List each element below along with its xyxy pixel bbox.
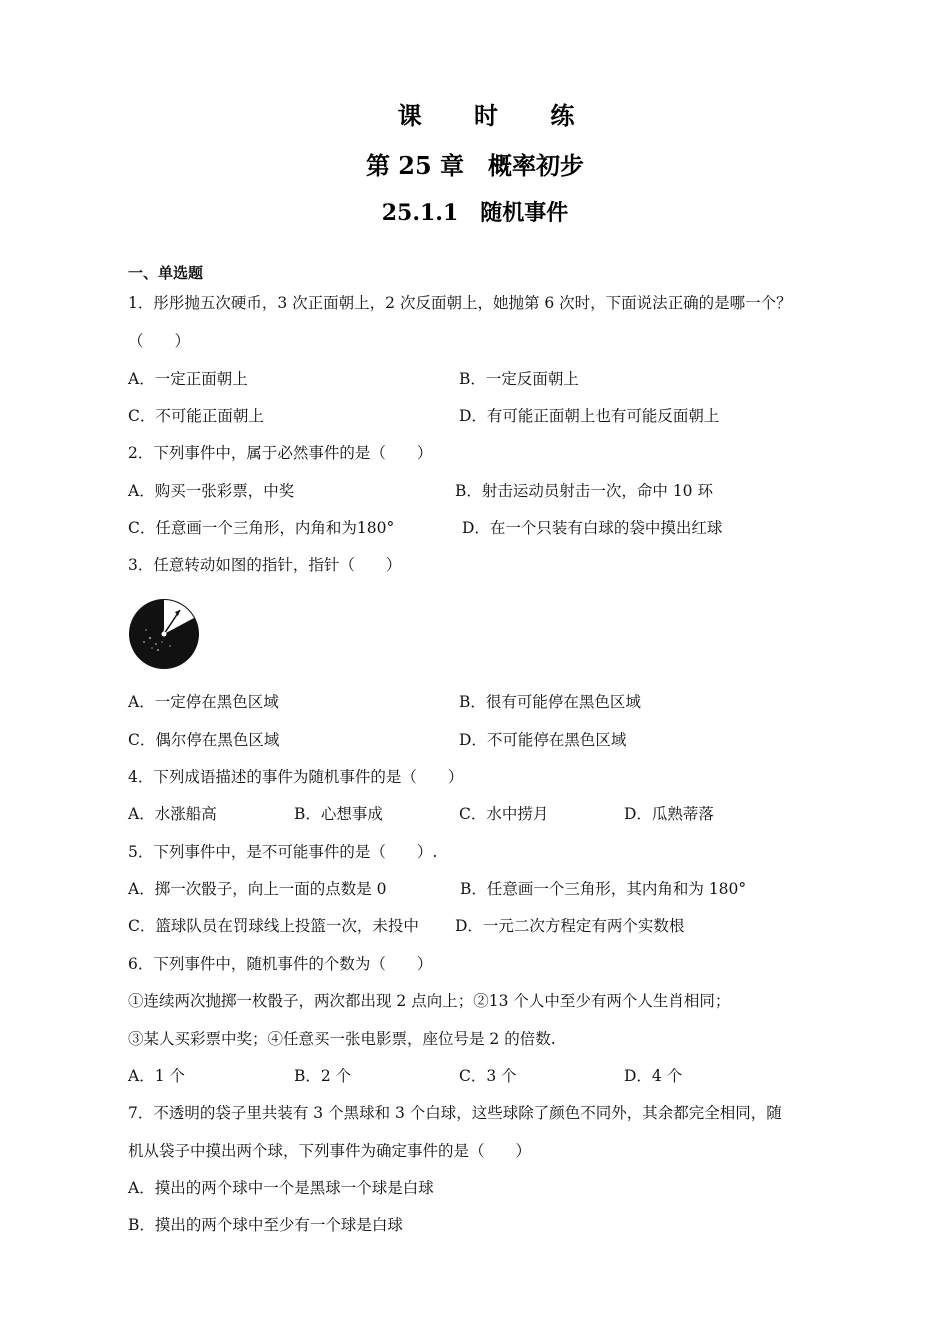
question-6-option-d: D．4 个	[624, 1067, 683, 1085]
question-4-stem: 4．下列成语描述的事件为随机事件的是（ ）	[128, 768, 464, 786]
question-2-option-b: B．射击运动员射击一次，命中 10 环	[455, 482, 713, 500]
chapter-title: 第 25 章 概率初步	[365, 151, 585, 180]
question-5-option-a: A．掷一次骰子，向上一面的点数是 0	[128, 880, 387, 898]
part-heading: 一、单选题	[128, 264, 204, 282]
question-6-stem: 6．下列事件中，随机事件的个数为（ ）	[128, 955, 433, 973]
question-1-option-a: A．一定正面朝上	[128, 370, 248, 388]
question-5-option-c: C．篮球队员在罚球线上投篮一次，未投中	[128, 917, 419, 935]
question-6-item-line-1: ①连续两次抛掷一枚骰子，两次都出现 2 点向上；②13 个人中至少有两个人生肖相同；	[128, 992, 731, 1010]
question-3-stem: 3．任意转动如图的指针，指针（ ）	[128, 556, 402, 574]
question-3-option-d: D．不可能停在黑色区域	[459, 731, 627, 749]
question-7-option-a: A．摸出的两个球中一个是黑球一个球是白球	[128, 1179, 434, 1197]
question-1-option-c: C．不可能正面朝上	[128, 407, 264, 425]
page-title: 课 时 练	[397, 101, 597, 130]
question-2-stem: 2．下列事件中，属于必然事件的是（ ）	[128, 444, 433, 462]
question-4-option-a: A．水涨船高	[128, 805, 217, 823]
question-5-stem: 5．下列事件中，是不可能事件的是（ ）.	[128, 843, 438, 861]
question-7-option-b: B．摸出的两个球中至少有一个球是白球	[128, 1216, 403, 1234]
question-1-stem: 1．彤彤抛五次硬币，3 次正面朝上，2 次反面朝上，她抛第 6 次时，下面说法正确的是哪一个？	[128, 294, 792, 312]
question-2-option-c: C．任意画一个三角形，内角和为180°	[128, 519, 395, 537]
question-3-option-b: B．很有可能停在黑色区域	[459, 693, 641, 711]
question-6-option-c: C．3 个	[459, 1067, 517, 1085]
question-1-option-b: B．一定反面朝上	[459, 370, 579, 388]
question-4-option-c: C．水中捞月	[459, 805, 549, 823]
question-2-option-d: D．在一个只装有白球的袋中摸出红球	[462, 519, 723, 537]
spinner-pivot	[162, 632, 167, 637]
question-6-option-b: B．2 个	[294, 1067, 352, 1085]
question-4-option-d: D．瓜熟蒂落	[624, 805, 714, 823]
question-5-option-b: B．任意画一个三角形，其内角和为 180°	[460, 880, 747, 898]
question-2-option-a: A．购买一张彩票，中奖	[128, 482, 295, 500]
question-5-option-d: D．一元二次方程定有两个实数根	[455, 917, 685, 935]
spinner-figure	[128, 598, 200, 670]
question-3-option-a: A．一定停在黑色区域	[128, 693, 279, 711]
question-6-option-a: A．1 个	[128, 1067, 185, 1085]
question-7-stem-line-2: 机从袋子中摸出两个球，下列事件为确定事件的是（ ）	[128, 1142, 532, 1160]
lesson-title: 25.1.1 随机事件	[381, 200, 569, 226]
question-3-option-c: C．偶尔停在黑色区域	[128, 731, 280, 749]
question-1-stem-bracket: （ ）	[128, 332, 191, 350]
question-4-option-b: B．心想事成	[294, 805, 383, 823]
question-7-stem: 7．不透明的袋子里共装有 3 个黑球和 3 个白球，这些球除了颜色不同外，其余都完全相同，随	[128, 1104, 782, 1122]
question-1-option-d: D．有可能正面朝上也有可能反面朝上	[459, 407, 720, 425]
question-6-item-line-2: ③某人买彩票中奖；④任意买一张电影票，座位号是 2 的倍数.	[128, 1030, 556, 1048]
